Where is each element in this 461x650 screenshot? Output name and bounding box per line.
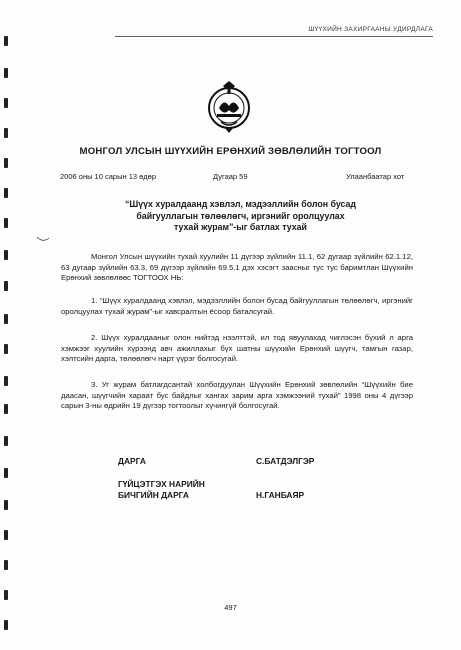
signatory-role-line: БИЧГИЙН ДАРГА [118,490,189,500]
resolution-number: Дугаар 59 [213,172,248,181]
clause-paragraph: 2. Шүүх хуралдааныг олон нийтэд нээлттэй, ил тод явуулахад чиглэсэн бүхий л арга хэмжээг хуулийн хүрээнд авч ажиллахыг бүх шатны шүүхийн Ерөнхий шүүгч, тамгын газар, хэлтсийн дарга, төлөөлөгч нарт үүрэг болгосугай. [61,333,413,364]
document-heading [100,199,381,234]
clause-paragraph: 1. “Шүүх хуралдаанд хэвлэл, мэдээллийн болон бусад байгууллагын төлөөлөгч, иргэнийг оролцуулах тухай журам”-ыг хавсралтын ёсоор баталсугай. [61,296,413,316]
binder-mark [4,314,8,324]
clause-paragraph: 3. Уг журам батлагдсантай холбогдуулан Шүүхийн Ерөнхий зөвлөлийн “Шүүхийн бие даасан, шүүгчийн хараат бус байдлыг хангах зарим арга хэмжээний тухай” 1998 оны 4 дүгээр сарын 3-ны өдрийн 19 дүгээр тогтоолыг хүчингүй болгосугай. [61,380,413,411]
resolution-title: МОНГОЛ УЛСЫН ШҮҮХИЙН ЕРӨНХИЙ ЗӨВЛӨЛИЙН ТОГТООЛ [79,146,382,157]
header-organization: ШҮҮХИЙН ЗАХИРГААНЫ УДИРДЛАГА [308,26,433,33]
binder-mark [4,188,8,198]
binder-mark [4,468,8,478]
binder-mark [4,560,8,570]
resolution-date: 2006 оны 10 сарын 13 өдөр [60,172,157,181]
signatory-name: Н.ГАНБАЯР [256,490,305,500]
signatory-name: С.БАТДЭЛГЭР [256,456,315,466]
binder-mark [4,344,8,354]
binder-mark [4,620,8,630]
resolution-place: Улаанбаатар хот [346,172,405,181]
heading-line: байгууллагын төлөөлөгч, иргэнийг оролцуулах [136,210,345,221]
state-emblem-icon [205,80,253,136]
signatory-role-line: ГҮЙЦЭТГЭХ НАРИЙН [118,479,205,489]
binder-mark [4,218,8,228]
binder-mark [4,436,8,446]
preamble-paragraph: Монгол Улсын шүүхийн тухай хуулийн 11 дүгээр зүйлийн 11.1, 62 дугаар зүйлийн 62.1.12, 63 дугаар зүйлийн 63.3, 69 дүгээр зүйлийн 69.5.1 дэх хэсэгт заасныг тус тус баримтлан Шүүхийн Ерөнхий зөвлөлөөс ТОГТООХ НЬ: [61,252,413,283]
binder-mark [4,281,8,291]
page-number: 497 [224,603,237,612]
pen-mark-icon [36,236,50,242]
heading-line: “Шүүх хуралдаанд хэвлэл, мэдээллийн болон бусад [125,199,356,209]
header-divider [115,36,433,37]
heading-line: тухай журам”-ыг батлах тухай [174,222,307,232]
binder-mark [4,530,8,540]
binder-mark [4,36,8,46]
binder-mark [4,250,8,260]
signatory-role [118,479,205,501]
binder-mark [4,500,8,510]
binder-mark [4,128,8,138]
binder-mark [4,68,8,78]
binder-mark [4,376,8,386]
signatory-role: ДАРГА [118,456,146,466]
binder-mark [4,590,8,600]
binder-mark [4,98,8,108]
binder-mark [4,158,8,168]
binder-mark [4,404,8,414]
